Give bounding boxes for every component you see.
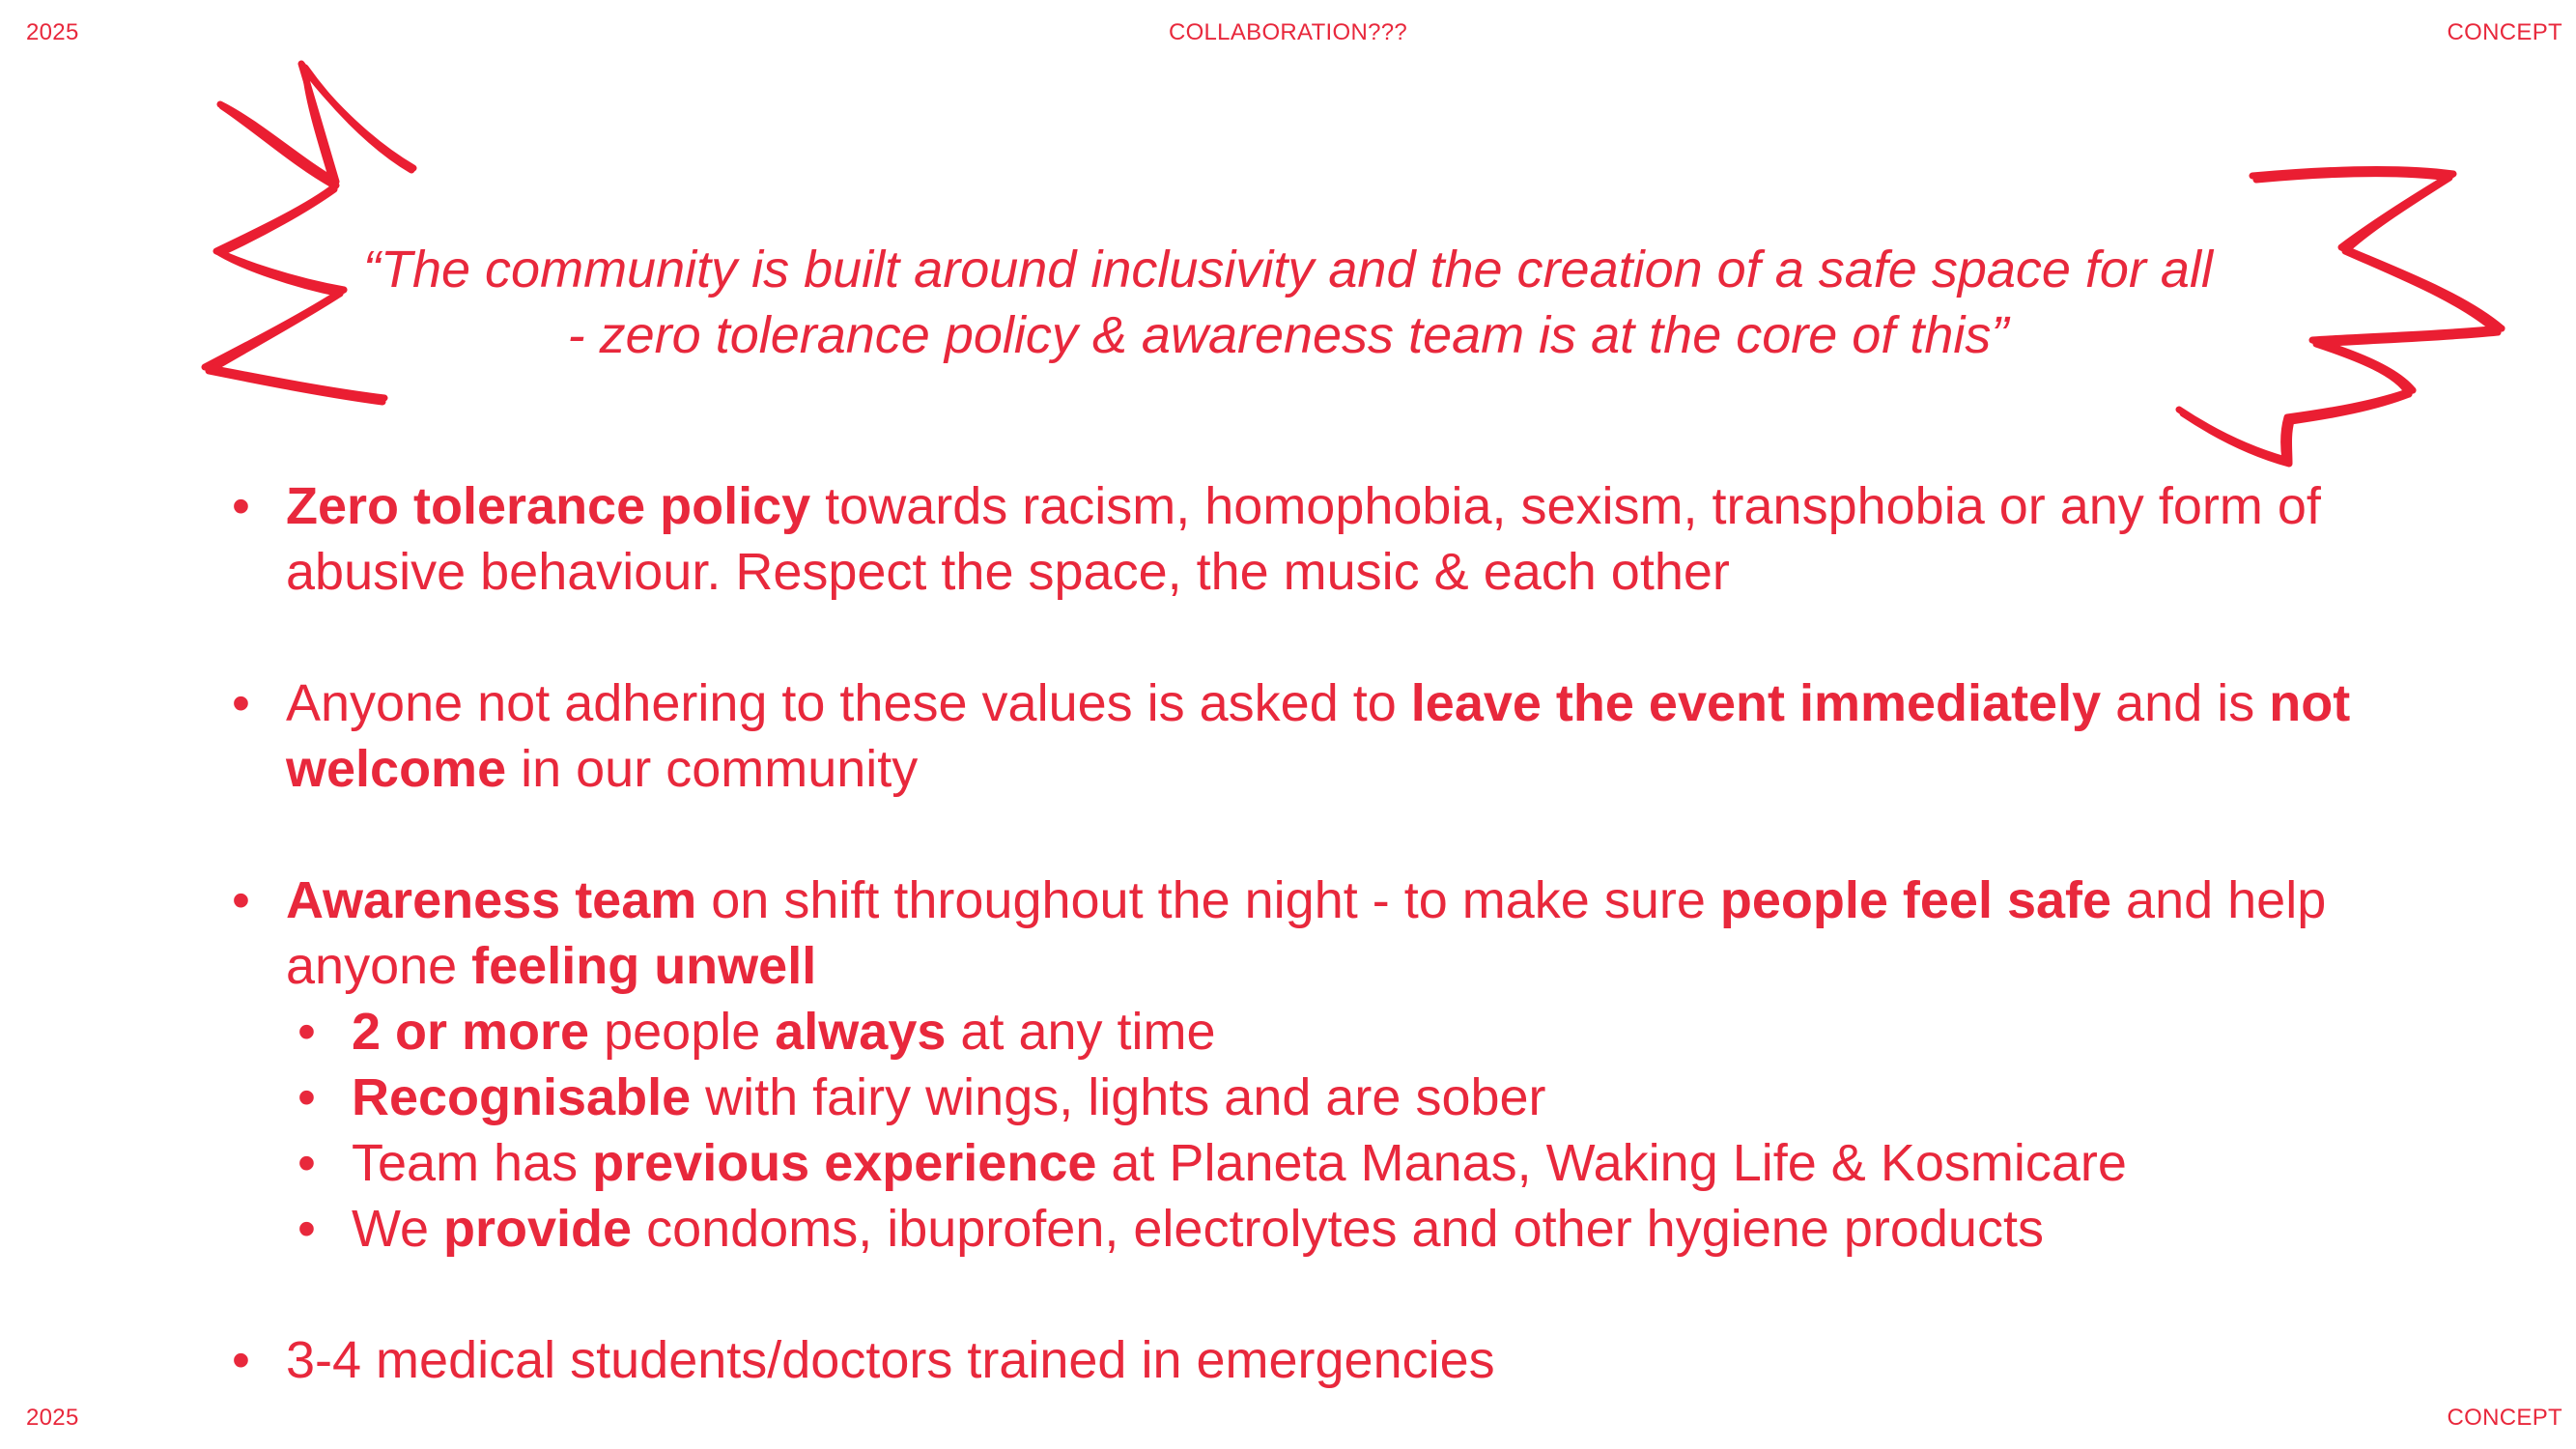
bullet-text: and is bbox=[2101, 674, 2270, 732]
bullet-text: towards racism, homophobia, sexism, transphobia or any form of abusive behaviour. Respect the space, the music & each other bbox=[286, 477, 2321, 601]
bullet-text: at any time bbox=[946, 1003, 1216, 1061]
bullet-text: on shift throughout the night - to make sure bbox=[696, 871, 1720, 929]
bullet-bold: people feel safe bbox=[1719, 871, 2112, 929]
pull-quote bbox=[0, 237, 2576, 368]
sub-bullet-two-or-more bbox=[297, 999, 2453, 1065]
bullet-medical bbox=[232, 1327, 2453, 1393]
bullet-bold: Zero tolerance policy bbox=[286, 477, 811, 535]
bullet-bold: Recognisable bbox=[352, 1068, 692, 1126]
bullet-text: We bbox=[352, 1200, 444, 1258]
quote-line-1: “The community is built around inclusivity and the creation of a safe space for all bbox=[363, 241, 2213, 298]
bullet-bold: provide bbox=[443, 1200, 633, 1258]
bullet-text: 3-4 medical students/doctors trained in emergencies bbox=[286, 1331, 1495, 1389]
bullet-text: with fairy wings, lights and are sober bbox=[691, 1068, 1546, 1126]
bullet-bold: 2 or more bbox=[352, 1003, 590, 1061]
policy-list bbox=[232, 473, 2453, 1393]
bullet-text: people bbox=[589, 1003, 776, 1061]
quote-line-2: - zero tolerance policy & awareness team is at the core of this” bbox=[567, 306, 2009, 364]
bullet-text: Team has bbox=[352, 1134, 593, 1192]
bullet-text: Anyone not adhering to these values is asked to bbox=[286, 674, 1411, 732]
bullet-leave-event bbox=[232, 670, 2453, 802]
bullet-text: and help anyone bbox=[286, 871, 2327, 995]
bullet-text: at Planeta Manas, Waking Life & Kosmicare bbox=[1096, 1134, 2127, 1192]
bullet-bold: previous experience bbox=[592, 1134, 1097, 1192]
bullet-bold: Awareness team bbox=[286, 871, 697, 929]
bullet-bold: not welcome bbox=[286, 674, 2351, 798]
sub-bullet-experience bbox=[297, 1130, 2453, 1196]
bullet-bold: feeling unwell bbox=[471, 937, 817, 995]
bullet-text: in our community bbox=[506, 740, 919, 798]
header-section: CONCEPT bbox=[2447, 19, 2562, 45]
bullet-zero-tolerance bbox=[232, 473, 2453, 605]
bullet-awareness-team bbox=[232, 867, 2453, 999]
header-year: 2025 bbox=[26, 19, 79, 45]
footer-section: CONCEPT bbox=[2447, 1405, 2562, 1431]
sub-bullet-provide bbox=[297, 1196, 2453, 1262]
bullet-text: condoms, ibuprofen, electrolytes and other hygiene products bbox=[632, 1200, 2044, 1258]
sub-bullet-recognisable bbox=[297, 1065, 2453, 1130]
footer-year: 2025 bbox=[26, 1405, 79, 1431]
bullet-bold: leave the event immediately bbox=[1410, 674, 2102, 732]
bullet-bold: always bbox=[775, 1003, 947, 1061]
header-title: COLLABORATION??? bbox=[1168, 19, 1408, 45]
